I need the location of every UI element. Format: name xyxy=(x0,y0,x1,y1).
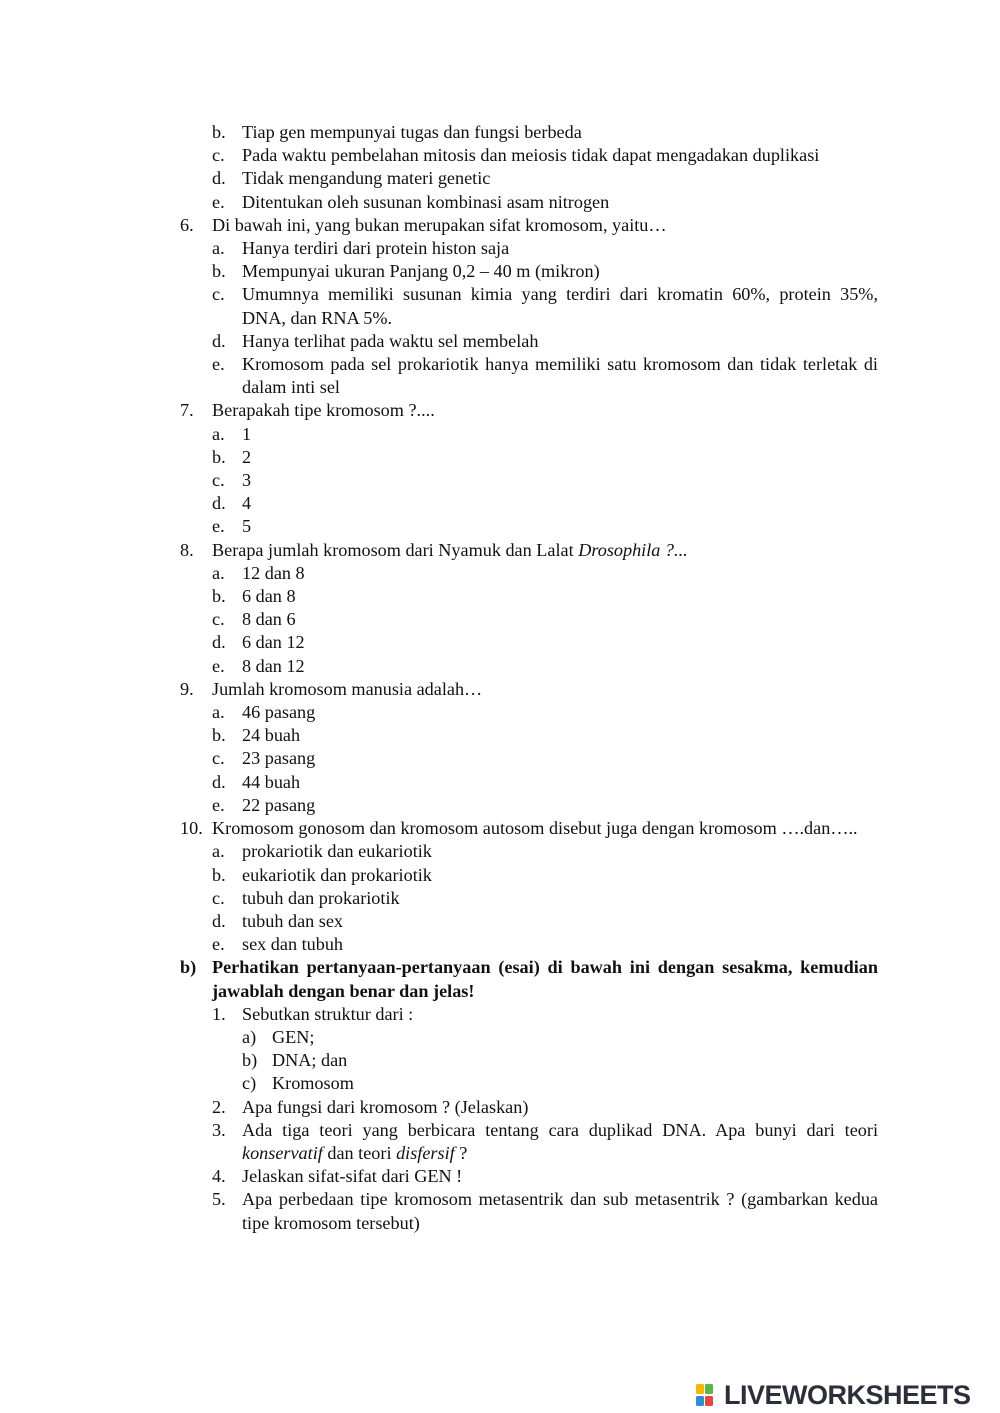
question-text: Di bawah ini, yang bukan merupakan sifat kromosom, yaitu… xyxy=(212,214,667,235)
q8-option-b xyxy=(180,585,878,608)
q7-option-a xyxy=(180,423,878,446)
essay-5 xyxy=(180,1188,878,1234)
q8-option-a xyxy=(180,562,878,585)
essay-1-sub-a xyxy=(180,1026,878,1049)
option-marker: d. xyxy=(212,330,226,351)
q9-option-d xyxy=(180,771,878,794)
option-text: Pada waktu pembelahan mitosis dan meiosis tidak dapat mengadakan duplikasi xyxy=(242,145,820,166)
option-marker: c. xyxy=(212,470,225,491)
question-7 xyxy=(180,399,878,422)
essay-number: 1. xyxy=(212,1003,226,1024)
liveworksheets-logo-icon xyxy=(696,1384,722,1406)
q6-option-a xyxy=(180,237,878,260)
question-text xyxy=(212,539,878,562)
q6-option-c xyxy=(180,283,878,329)
question-10 xyxy=(180,817,878,840)
option-text: 44 buah xyxy=(242,771,301,792)
option-text: 8 dan 12 xyxy=(242,655,305,676)
option-marker: b. xyxy=(212,446,226,467)
q9-option-b xyxy=(180,724,878,747)
question-number: 8. xyxy=(180,539,194,560)
sub-marker: c) xyxy=(242,1073,257,1094)
option-marker: d. xyxy=(212,910,226,931)
essay-number: 5. xyxy=(212,1189,226,1210)
option-marker: e. xyxy=(212,191,225,212)
q5-option-c xyxy=(180,144,878,167)
q5-option-e xyxy=(180,191,878,214)
option-text: Tiap gen mempunyai tugas dan fungsi berbeda xyxy=(242,122,582,142)
section-heading-text: Perhatikan pertanyaan-pertanyaan (esai) di bawah ini dengan sesakma, kemudian jawablah dengan benar dan jelas! xyxy=(212,957,878,1001)
question-text: Jumlah kromosom manusia adalah… xyxy=(212,678,483,699)
option-marker: e. xyxy=(212,794,225,815)
option-marker: b. xyxy=(212,122,226,142)
q6-option-e xyxy=(180,353,878,399)
option-marker: b. xyxy=(212,725,226,746)
q8-option-e xyxy=(180,655,878,678)
option-marker: c. xyxy=(212,284,225,305)
q5-option-b xyxy=(180,121,878,144)
liveworksheets-brand xyxy=(696,1382,971,1408)
option-text: Ditentukan oleh susunan kombinasi asam nitrogen xyxy=(242,191,610,212)
option-text: tubuh dan sex xyxy=(242,910,344,931)
sub-text: GEN; xyxy=(272,1026,315,1047)
option-text: 6 dan 12 xyxy=(242,632,305,653)
option-marker: c. xyxy=(212,887,225,908)
option-text: 12 dan 8 xyxy=(242,562,305,583)
essay-4 xyxy=(180,1165,878,1188)
option-text: 4 xyxy=(242,493,252,514)
option-marker: e. xyxy=(212,516,225,537)
option-marker: c. xyxy=(212,748,225,769)
option-text: Kromosom pada sel prokariotik hanya memiliki satu kromosom dan tidak terletak di dalam inti sel xyxy=(242,354,878,398)
logo-block-blue xyxy=(696,1396,704,1406)
section-marker: b) xyxy=(180,957,197,978)
option-marker: d. xyxy=(212,493,226,514)
option-marker: e. xyxy=(212,655,225,676)
option-marker: a. xyxy=(212,562,225,583)
option-marker: a. xyxy=(212,423,225,444)
q9-option-a xyxy=(180,701,878,724)
option-text: Tidak mengandung materi genetic xyxy=(242,168,491,189)
essay-text: Sebutkan struktur dari : xyxy=(242,1003,414,1024)
essay-1-sub-b xyxy=(180,1049,878,1072)
q10-option-d xyxy=(180,910,878,933)
q7-option-c xyxy=(180,469,878,492)
option-text: 23 pasang xyxy=(242,748,316,769)
q6-option-d xyxy=(180,330,878,353)
q10-option-c xyxy=(180,887,878,910)
section-b-heading xyxy=(180,956,878,1002)
essay-1 xyxy=(180,1003,878,1026)
option-text: 1 xyxy=(242,423,252,444)
option-marker: e. xyxy=(212,934,225,955)
essay-number: 3. xyxy=(212,1119,226,1140)
question-text-plain: Berapa jumlah kromosom dari Nyamuk dan Lalat xyxy=(212,539,579,560)
q10-option-a xyxy=(180,840,878,863)
option-text: 2 xyxy=(242,446,252,467)
essay-text-part: Ada tiga teori yang berbicara tentang cara duplikad DNA. Apa bunyi dari teori xyxy=(242,1119,878,1140)
option-text: prokariotik dan eukariotik xyxy=(242,841,432,862)
option-marker: a. xyxy=(212,841,225,862)
q7-option-b xyxy=(180,446,878,469)
q10-option-b xyxy=(180,864,878,887)
option-text: tubuh dan prokariotik xyxy=(242,887,400,908)
question-8 xyxy=(180,539,878,562)
essay-text-italic: disfersif xyxy=(396,1142,455,1163)
option-text: Umumnya memiliki susunan kimia yang terdiri dari kromatin 60%, protein 35%, DNA, dan RNA 5%. xyxy=(242,284,878,328)
q8-option-d xyxy=(180,631,878,654)
option-marker: d. xyxy=(212,771,226,792)
q7-option-e xyxy=(180,515,878,538)
option-text: 5 xyxy=(242,516,252,537)
option-text: Hanya terlihat pada waktu sel membelah xyxy=(242,330,539,351)
option-text: 3 xyxy=(242,470,252,491)
question-6 xyxy=(180,214,878,237)
option-marker: b. xyxy=(212,864,226,885)
essay-number: 4. xyxy=(212,1166,226,1187)
question-text-italic: Drosophila ?... xyxy=(578,539,688,560)
essay-1-sub-c xyxy=(180,1072,878,1095)
essay-text xyxy=(242,1119,878,1165)
q9-option-e xyxy=(180,794,878,817)
logo-block-green xyxy=(705,1384,713,1394)
essay-text: Apa fungsi dari kromosom ? (Jelaskan) xyxy=(242,1096,529,1117)
option-text: Hanya terdiri dari protein histon saja xyxy=(242,238,510,259)
q7-option-d xyxy=(180,492,878,515)
essay-2 xyxy=(180,1096,878,1119)
q8-option-c xyxy=(180,608,878,631)
essay-text-part: dan teori xyxy=(322,1142,397,1163)
sub-marker: b) xyxy=(242,1050,258,1071)
option-marker: c. xyxy=(212,609,225,630)
option-text: 46 pasang xyxy=(242,702,316,723)
q10-option-e xyxy=(180,933,878,956)
option-marker: b. xyxy=(212,261,226,282)
logo-block-red xyxy=(705,1396,713,1406)
q9-option-c xyxy=(180,747,878,770)
logo-block-yellow xyxy=(696,1384,704,1394)
option-marker: c. xyxy=(212,145,225,166)
option-text: eukariotik dan prokariotik xyxy=(242,864,432,885)
essay-text-part: ? xyxy=(454,1142,468,1163)
option-marker: e. xyxy=(212,354,225,375)
question-number: 6. xyxy=(180,214,194,235)
essay-text-italic: konservatif xyxy=(242,1142,323,1163)
question-number: 7. xyxy=(180,400,194,421)
question-text: Kromosom gonosom dan kromosom autosom disebut juga dengan kromosom ….dan….. xyxy=(212,818,858,839)
option-marker: a. xyxy=(212,702,225,723)
q5-option-d xyxy=(180,167,878,190)
brand-name: LIVEWORKSHEETS xyxy=(724,1380,971,1410)
option-text: 22 pasang xyxy=(242,794,316,815)
question-text: Berapakah tipe kromosom ?.... xyxy=(212,400,435,421)
essay-text: Jelaskan sifat-sifat dari GEN ! xyxy=(242,1166,463,1187)
question-number: 10. xyxy=(180,818,203,839)
essay-text: Apa perbedaan tipe kromosom metasentrik dan sub metasentrik ? (gambarkan kedua tipe kromosom tersebut) xyxy=(242,1189,878,1233)
q6-option-b xyxy=(180,260,878,283)
option-marker: a. xyxy=(212,238,225,259)
option-text: Mempunyai ukuran Panjang 0,2 – 40 m (mikron) xyxy=(242,261,600,282)
sub-text: DNA; dan xyxy=(272,1050,348,1071)
essay-3 xyxy=(180,1119,878,1165)
option-text: sex dan tubuh xyxy=(242,934,344,955)
question-9 xyxy=(180,678,878,701)
option-text: 8 dan 6 xyxy=(242,609,296,630)
option-text: 6 dan 8 xyxy=(242,586,296,607)
sub-text: Kromosom xyxy=(272,1073,354,1094)
question-number: 9. xyxy=(180,678,194,699)
essay-number: 2. xyxy=(212,1096,226,1117)
sub-marker: a) xyxy=(242,1026,257,1047)
option-text: 24 buah xyxy=(242,725,301,746)
option-marker: d. xyxy=(212,168,226,189)
option-marker: b. xyxy=(212,586,226,607)
option-marker: d. xyxy=(212,632,226,653)
worksheet-content xyxy=(180,121,878,1235)
